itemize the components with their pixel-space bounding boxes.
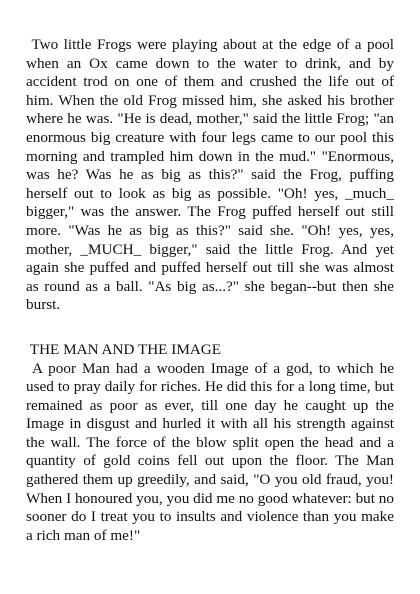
paragraph-spacer: [26, 315, 394, 341]
story-title-man-and-image: THE MAN AND THE IMAGE: [26, 340, 222, 358]
story-paragraph-frogs: Two little Frogs were playing about at the edge of a pool when an Ox came down to the water to drink, and by accident trod on one of them and crushed the life out of him. When the old Frog missed him, she asked his brother where he was. "He is dead, mother," said the little Frog; "an enormous big creature with four legs came to our pool this morning and trampled him down in the mud." "Enormous, was he? Was he as big as this?" said the Frog, puffing herself out to look as big as possible. "Oh! yes, _much_ bigger," was the answer. The Frog puffed herself out still more. "Was he as big as this?" said she. "Oh! yes, yes, mother, _MUCH_ bigger," said the little Frog. And yet again she puffed and puffed herself out till she was almost as round as a ball. "As big as...?" she began--but then she burst.: [26, 36, 398, 314]
document-page: [26, 36, 398, 545]
story-paragraph-man-and-image: A poor Man had a wooden Image of a god, to which he used to pray daily for riches. He did this for a long time, but remained as poor as ever, till one day he caught up the Image in disgust and hurled it with all his strength against the wall. The force of the blow split open the head and a quantity of gold coins fell out upon the floor. The Man gathered them up greedily, and said, "O you old fraud, you! When I honoured you, you did me no good whatever: but no sooner do I treat you to insults and violence than you make a rich man of me!": [26, 359, 398, 544]
